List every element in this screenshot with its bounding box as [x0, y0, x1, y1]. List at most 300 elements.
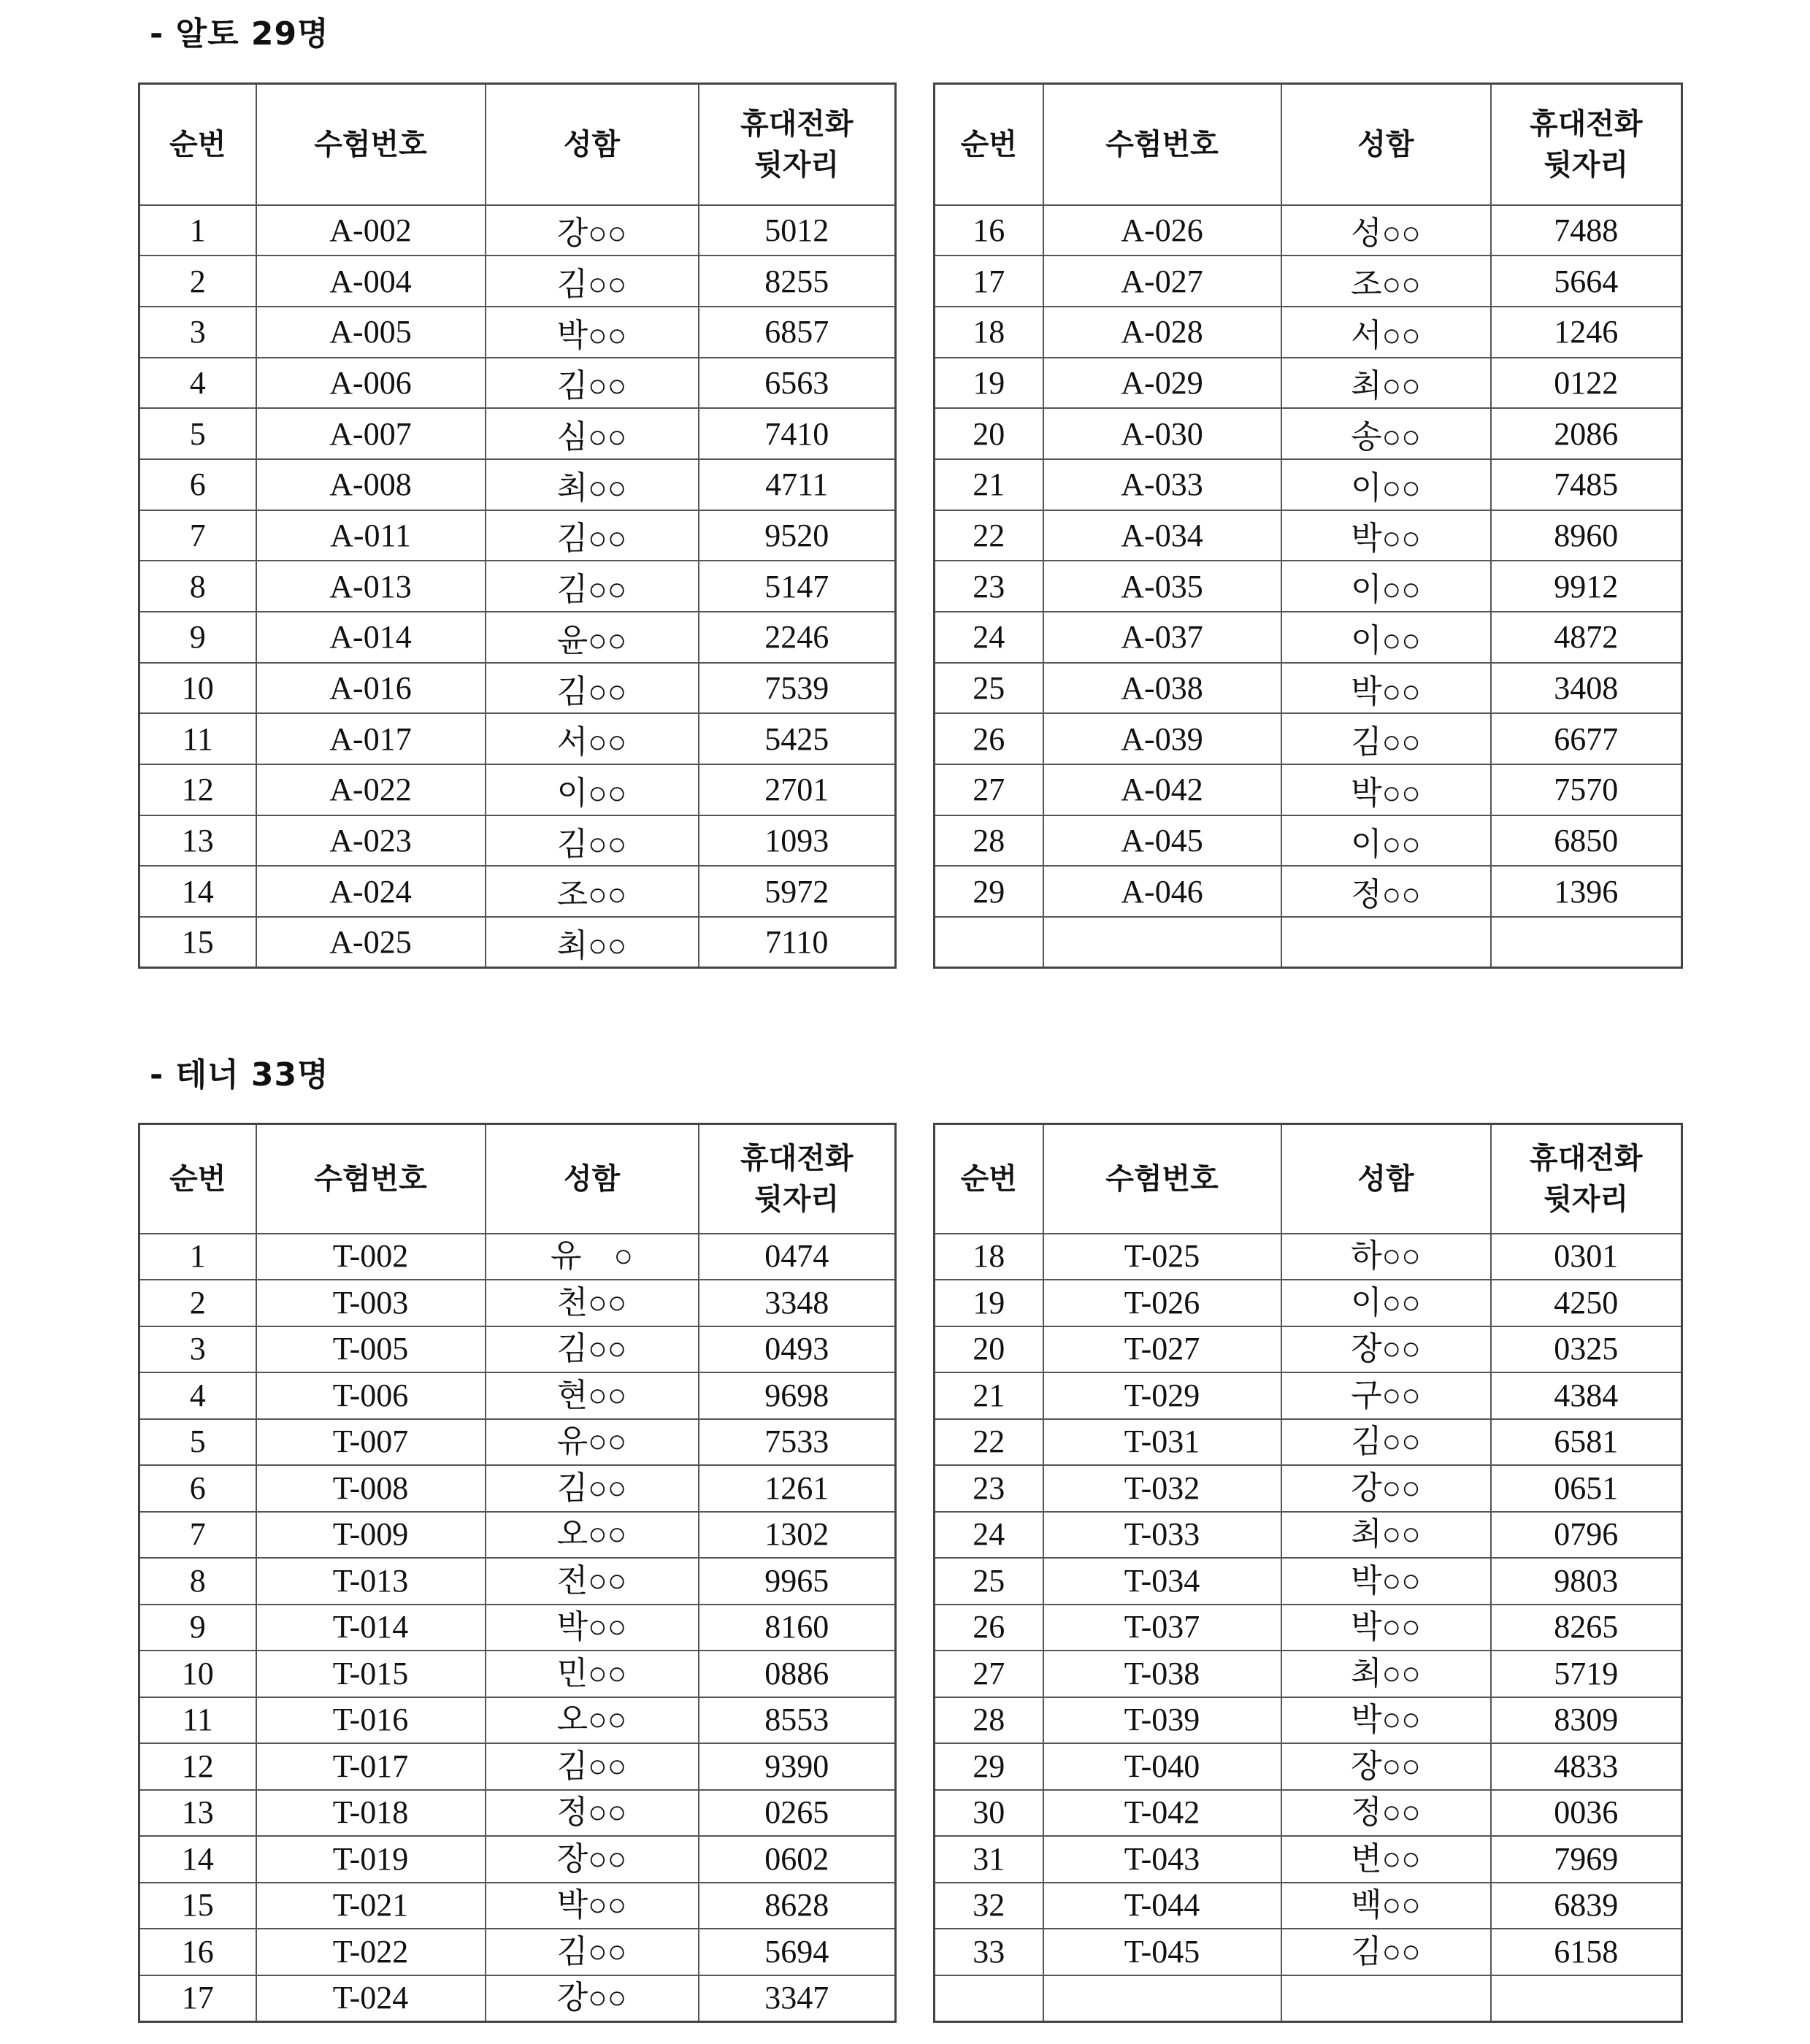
table-row	[935, 1372, 1682, 1419]
cell-name: 장○○	[1281, 1326, 1491, 1373]
cell-exam-number: T-007	[256, 1419, 486, 1466]
cell-no: 15	[139, 917, 256, 968]
cell-name: 최○○	[1281, 358, 1491, 409]
cell-exam-number: A-008	[256, 459, 486, 510]
cell-name: 전○○	[486, 1558, 699, 1605]
cell-exam-number: A-006	[256, 358, 486, 409]
cell-exam-number: T-018	[256, 1790, 486, 1837]
cell-name: 이○○	[1281, 561, 1491, 612]
table-row	[139, 1790, 896, 1837]
cell-exam-number: A-007	[256, 408, 486, 459]
cell-exam-number	[1043, 1975, 1281, 2022]
header-phone-line1: 휴대전화	[740, 107, 854, 141]
table-row	[139, 510, 896, 561]
header-exam-number: 수험번호	[256, 1124, 486, 1234]
cell-no: 14	[139, 866, 256, 917]
alto-table-right	[933, 82, 1683, 969]
cell-phone: 8265	[1491, 1605, 1682, 1651]
cell-no	[935, 1975, 1043, 2022]
cell-exam-number: A-002	[256, 205, 486, 256]
cell-name: 박○○	[486, 1605, 699, 1651]
table-row	[935, 612, 1682, 663]
cell-no: 2	[139, 256, 256, 307]
table-row	[935, 510, 1682, 561]
cell-no: 25	[935, 663, 1043, 714]
cell-no: 16	[139, 1929, 256, 1975]
cell-name: 변○○	[1281, 1836, 1491, 1883]
table-row	[139, 866, 896, 917]
header-row	[139, 84, 896, 205]
cell-no: 12	[139, 764, 256, 815]
cell-phone: 2086	[1491, 408, 1682, 459]
cell-phone: 2701	[699, 764, 896, 815]
cell-phone: 9912	[1491, 561, 1682, 612]
cell-phone: 7969	[1491, 1836, 1682, 1883]
cell-exam-number: A-030	[1043, 408, 1281, 459]
cell-exam-number: A-035	[1043, 561, 1281, 612]
cell-phone: 6581	[1491, 1419, 1682, 1466]
cell-name: 강○○	[486, 205, 699, 256]
cell-name: 오○○	[486, 1512, 699, 1559]
table-row	[139, 256, 896, 307]
header-phone	[699, 1124, 896, 1234]
table-row	[139, 612, 896, 663]
table-row	[139, 1975, 896, 2022]
table-row	[935, 205, 1682, 256]
table-row	[139, 1836, 896, 1883]
cell-name: 김○○	[486, 663, 699, 714]
cell-exam-number: A-046	[1043, 866, 1281, 917]
cell-name: 이○○	[486, 764, 699, 815]
cell-name: 김○○	[486, 256, 699, 307]
cell-name	[1281, 1975, 1491, 2022]
table-row	[139, 764, 896, 815]
cell-no: 22	[935, 510, 1043, 561]
table-row	[139, 1651, 896, 1697]
cell-exam-number: A-037	[1043, 612, 1281, 663]
cell-exam-number: T-022	[256, 1929, 486, 1975]
cell-no: 6	[139, 459, 256, 510]
cell-no: 13	[139, 815, 256, 867]
cell-no: 4	[139, 1372, 256, 1419]
cell-exam-number: T-017	[256, 1743, 486, 1790]
table-row	[139, 1512, 896, 1559]
header-phone	[1491, 84, 1682, 205]
cell-no: 18	[935, 307, 1043, 358]
cell-exam-number: A-016	[256, 663, 486, 714]
cell-name: 김○○	[486, 1465, 699, 1512]
cell-exam-number: T-044	[1043, 1883, 1281, 1929]
cell-name: 유 ○	[486, 1234, 699, 1280]
cell-no: 4	[139, 358, 256, 409]
table-row	[935, 917, 1682, 968]
table-row	[139, 1326, 896, 1373]
cell-phone: 1246	[1491, 307, 1682, 358]
cell-name: 김○○	[486, 815, 699, 867]
cell-exam-number: T-045	[1043, 1929, 1281, 1975]
cell-phone: 8160	[699, 1605, 896, 1651]
table-row	[935, 1419, 1682, 1466]
header-phone-line1: 휴대전화	[740, 1141, 854, 1175]
cell-name: 박○○	[486, 1883, 699, 1929]
cell-name: 최○○	[1281, 1651, 1491, 1697]
cell-exam-number: T-013	[256, 1558, 486, 1605]
table-row	[139, 1372, 896, 1419]
cell-exam-number: T-014	[256, 1605, 486, 1651]
table-row	[139, 663, 896, 714]
header-name: 성함	[1281, 1124, 1491, 1234]
tenor-table-right	[933, 1123, 1683, 2023]
cell-name: 정○○	[486, 1790, 699, 1837]
table-row	[935, 1929, 1682, 1975]
cell-exam-number: A-013	[256, 561, 486, 612]
cell-no: 20	[935, 408, 1043, 459]
alto-section-title: - 알토 29명	[150, 15, 329, 53]
cell-name: 최○○	[486, 917, 699, 968]
cell-name: 박○○	[486, 307, 699, 358]
cell-no	[935, 917, 1043, 968]
cell-name: 백○○	[1281, 1883, 1491, 1929]
cell-exam-number: T-038	[1043, 1651, 1281, 1697]
cell-no: 2	[139, 1280, 256, 1326]
cell-exam-number: A-042	[1043, 764, 1281, 815]
table-row	[935, 1280, 1682, 1326]
cell-exam-number: T-005	[256, 1326, 486, 1373]
cell-no: 8	[139, 561, 256, 612]
cell-phone: 9390	[699, 1743, 896, 1790]
cell-name: 서○○	[1281, 307, 1491, 358]
cell-name: 구○○	[1281, 1372, 1491, 1419]
cell-exam-number: T-033	[1043, 1512, 1281, 1559]
cell-exam-number: T-029	[1043, 1372, 1281, 1419]
cell-no: 32	[935, 1883, 1043, 1929]
cell-exam-number: T-026	[1043, 1280, 1281, 1326]
cell-no: 13	[139, 1790, 256, 1837]
cell-phone	[1491, 1975, 1682, 2022]
header-phone-line1: 휴대전화	[1529, 107, 1643, 141]
cell-phone: 3348	[699, 1280, 896, 1326]
cell-no: 19	[935, 1280, 1043, 1326]
table-row	[935, 1743, 1682, 1790]
cell-exam-number: T-027	[1043, 1326, 1281, 1373]
cell-phone: 5972	[699, 866, 896, 917]
cell-phone: 4384	[1491, 1372, 1682, 1419]
header-row	[935, 1124, 1682, 1234]
cell-no: 15	[139, 1883, 256, 1929]
table-row	[935, 1512, 1682, 1559]
table-row	[935, 713, 1682, 764]
table-row	[935, 1883, 1682, 1929]
cell-no: 20	[935, 1326, 1043, 1373]
cell-no: 3	[139, 1326, 256, 1373]
table-row	[935, 815, 1682, 867]
cell-phone: 8628	[699, 1883, 896, 1929]
table-row	[139, 1419, 896, 1466]
cell-phone: 6850	[1491, 815, 1682, 867]
cell-name: 천○○	[486, 1280, 699, 1326]
cell-name: 하○○	[1281, 1234, 1491, 1280]
table-row	[139, 358, 896, 409]
cell-phone: 7539	[699, 663, 896, 714]
table-row	[139, 713, 896, 764]
cell-phone: 8553	[699, 1697, 896, 1744]
table-row	[935, 1836, 1682, 1883]
table-row	[935, 764, 1682, 815]
cell-phone: 2246	[699, 612, 896, 663]
table-row	[139, 917, 896, 968]
cell-no: 21	[935, 459, 1043, 510]
cell-phone: 0474	[699, 1234, 896, 1280]
header-exam-number: 수험번호	[256, 84, 486, 205]
cell-phone: 5694	[699, 1929, 896, 1975]
cell-phone: 5425	[699, 713, 896, 764]
cell-exam-number: A-038	[1043, 663, 1281, 714]
cell-exam-number: T-025	[1043, 1234, 1281, 1280]
table-row	[139, 1605, 896, 1651]
cell-phone: 0265	[699, 1790, 896, 1837]
header-phone-line2: 뒷자리	[1544, 147, 1629, 182]
cell-no: 24	[935, 1512, 1043, 1559]
cell-exam-number: A-026	[1043, 205, 1281, 256]
table-row	[139, 459, 896, 510]
cell-no: 7	[139, 510, 256, 561]
table-row	[935, 1234, 1682, 1280]
cell-name: 장○○	[486, 1836, 699, 1883]
cell-exam-number: T-039	[1043, 1697, 1281, 1744]
cell-name: 박○○	[1281, 1697, 1491, 1744]
cell-exam-number: A-023	[256, 815, 486, 867]
cell-exam-number: A-034	[1043, 510, 1281, 561]
cell-phone: 3347	[699, 1975, 896, 2022]
tenor-table-left	[138, 1123, 897, 2023]
table-row	[139, 205, 896, 256]
cell-no: 26	[935, 1605, 1043, 1651]
cell-exam-number: T-019	[256, 1836, 486, 1883]
table-row	[139, 815, 896, 867]
table-row	[139, 1743, 896, 1790]
cell-no: 1	[139, 205, 256, 256]
cell-exam-number: T-032	[1043, 1465, 1281, 1512]
cell-name: 이○○	[1281, 459, 1491, 510]
cell-name: 김○○	[1281, 713, 1491, 764]
cell-name: 이○○	[1281, 1280, 1491, 1326]
cell-name: 김○○	[486, 561, 699, 612]
header-phone-line2: 뒷자리	[754, 147, 840, 182]
header-no: 순번	[935, 84, 1043, 205]
cell-phone: 6857	[699, 307, 896, 358]
cell-exam-number: T-042	[1043, 1790, 1281, 1837]
cell-exam-number: A-024	[256, 866, 486, 917]
cell-phone: 4833	[1491, 1743, 1682, 1790]
cell-exam-number: T-016	[256, 1697, 486, 1744]
cell-no: 6	[139, 1465, 256, 1512]
cell-phone: 6839	[1491, 1883, 1682, 1929]
cell-no: 10	[139, 663, 256, 714]
cell-phone: 5719	[1491, 1651, 1682, 1697]
header-row	[935, 84, 1682, 205]
cell-phone: 4250	[1491, 1280, 1682, 1326]
cell-phone: 0036	[1491, 1790, 1682, 1837]
cell-name: 윤○○	[486, 612, 699, 663]
cell-no: 17	[935, 256, 1043, 307]
cell-exam-number: A-027	[1043, 256, 1281, 307]
cell-phone: 1261	[699, 1465, 896, 1512]
cell-no: 12	[139, 1743, 256, 1790]
cell-name: 김○○	[486, 1326, 699, 1373]
cell-phone: 7485	[1491, 459, 1682, 510]
cell-no: 21	[935, 1372, 1043, 1419]
table-row	[935, 1558, 1682, 1605]
cell-exam-number: T-031	[1043, 1419, 1281, 1466]
cell-name: 강○○	[486, 1975, 699, 2022]
header-name: 성함	[486, 1124, 699, 1234]
cell-no: 16	[935, 205, 1043, 256]
cell-phone: 8255	[699, 256, 896, 307]
cell-no: 24	[935, 612, 1043, 663]
header-phone-line2: 뒷자리	[1544, 1182, 1629, 1216]
cell-name: 이○○	[1281, 612, 1491, 663]
cell-exam-number: T-008	[256, 1465, 486, 1512]
cell-exam-number: T-003	[256, 1280, 486, 1326]
cell-phone: 1093	[699, 815, 896, 867]
cell-no: 9	[139, 1605, 256, 1651]
cell-name	[1281, 917, 1491, 968]
header-no: 순번	[139, 84, 256, 205]
cell-no: 18	[935, 1234, 1043, 1280]
table-row	[935, 459, 1682, 510]
cell-no: 5	[139, 408, 256, 459]
table-row	[935, 1326, 1682, 1373]
cell-exam-number: T-021	[256, 1883, 486, 1929]
table-row	[935, 358, 1682, 409]
table-row	[935, 1975, 1682, 2022]
cell-name: 장○○	[1281, 1743, 1491, 1790]
cell-no: 9	[139, 612, 256, 663]
table-row	[935, 256, 1682, 307]
cell-no: 29	[935, 866, 1043, 917]
cell-name: 김○○	[486, 1743, 699, 1790]
table-row	[935, 561, 1682, 612]
cell-exam-number: T-037	[1043, 1605, 1281, 1651]
cell-phone: 0602	[699, 1836, 896, 1883]
cell-phone: 9803	[1491, 1558, 1682, 1605]
cell-no: 27	[935, 1651, 1043, 1697]
cell-exam-number: A-033	[1043, 459, 1281, 510]
header-phone-line1: 휴대전화	[1529, 1141, 1643, 1175]
cell-exam-number: T-006	[256, 1372, 486, 1419]
cell-no: 3	[139, 307, 256, 358]
cell-no: 8	[139, 1558, 256, 1605]
cell-name: 박○○	[1281, 1558, 1491, 1605]
cell-no: 1	[139, 1234, 256, 1280]
header-row	[139, 1124, 896, 1234]
cell-exam-number	[1043, 917, 1281, 968]
cell-exam-number: A-039	[1043, 713, 1281, 764]
cell-phone: 9520	[699, 510, 896, 561]
cell-exam-number: T-034	[1043, 1558, 1281, 1605]
table-row	[935, 408, 1682, 459]
table-row	[935, 1651, 1682, 1697]
cell-exam-number: T-043	[1043, 1836, 1281, 1883]
cell-no: 30	[935, 1790, 1043, 1837]
table-row	[935, 866, 1682, 917]
table-row	[935, 307, 1682, 358]
cell-phone: 0301	[1491, 1234, 1682, 1280]
table-row	[935, 663, 1682, 714]
cell-no: 31	[935, 1836, 1043, 1883]
cell-no: 7	[139, 1512, 256, 1559]
table-row	[139, 1280, 896, 1326]
cell-no: 22	[935, 1419, 1043, 1466]
cell-name: 정○○	[1281, 866, 1491, 917]
cell-name: 유○○	[486, 1419, 699, 1466]
cell-exam-number: A-017	[256, 713, 486, 764]
cell-phone: 1302	[699, 1512, 896, 1559]
cell-name: 김○○	[486, 510, 699, 561]
cell-no: 10	[139, 1651, 256, 1697]
header-no: 순번	[935, 1124, 1043, 1234]
cell-no: 11	[139, 1697, 256, 1744]
cell-exam-number: A-005	[256, 307, 486, 358]
cell-exam-number: T-015	[256, 1651, 486, 1697]
cell-no: 19	[935, 358, 1043, 409]
cell-no: 25	[935, 1558, 1043, 1605]
cell-phone: 0651	[1491, 1465, 1682, 1512]
cell-phone: 3408	[1491, 663, 1682, 714]
cell-name: 김○○	[486, 1929, 699, 1975]
cell-no: 26	[935, 713, 1043, 764]
cell-name: 이○○	[1281, 815, 1491, 867]
cell-no: 23	[935, 1465, 1043, 1512]
header-phone	[699, 84, 896, 205]
header-phone	[1491, 1124, 1682, 1234]
cell-name: 박○○	[1281, 764, 1491, 815]
header-no: 순번	[139, 1124, 256, 1234]
cell-phone: 4711	[699, 459, 896, 510]
cell-name: 오○○	[486, 1697, 699, 1744]
cell-phone: 9965	[699, 1558, 896, 1605]
cell-exam-number: A-028	[1043, 307, 1281, 358]
cell-phone: 4872	[1491, 612, 1682, 663]
cell-exam-number: A-022	[256, 764, 486, 815]
cell-phone: 0493	[699, 1326, 896, 1373]
cell-phone: 5147	[699, 561, 896, 612]
cell-no: 28	[935, 815, 1043, 867]
cell-phone	[1491, 917, 1682, 968]
table-row	[935, 1605, 1682, 1651]
cell-name: 심○○	[486, 408, 699, 459]
cell-phone: 7410	[699, 408, 896, 459]
table-row	[139, 1558, 896, 1605]
table-row	[139, 1234, 896, 1280]
cell-exam-number: A-014	[256, 612, 486, 663]
cell-no: 14	[139, 1836, 256, 1883]
cell-no: 23	[935, 561, 1043, 612]
cell-phone: 7533	[699, 1419, 896, 1466]
cell-no: 28	[935, 1697, 1043, 1744]
cell-no: 27	[935, 764, 1043, 815]
cell-name: 최○○	[1281, 1512, 1491, 1559]
table-row	[139, 1465, 896, 1512]
cell-exam-number: T-009	[256, 1512, 486, 1559]
cell-exam-number: T-024	[256, 1975, 486, 2022]
cell-phone: 7570	[1491, 764, 1682, 815]
table-row	[935, 1697, 1682, 1744]
cell-no: 29	[935, 1743, 1043, 1790]
cell-exam-number: T-040	[1043, 1743, 1281, 1790]
header-name: 성함	[1281, 84, 1491, 205]
cell-phone: 1396	[1491, 866, 1682, 917]
